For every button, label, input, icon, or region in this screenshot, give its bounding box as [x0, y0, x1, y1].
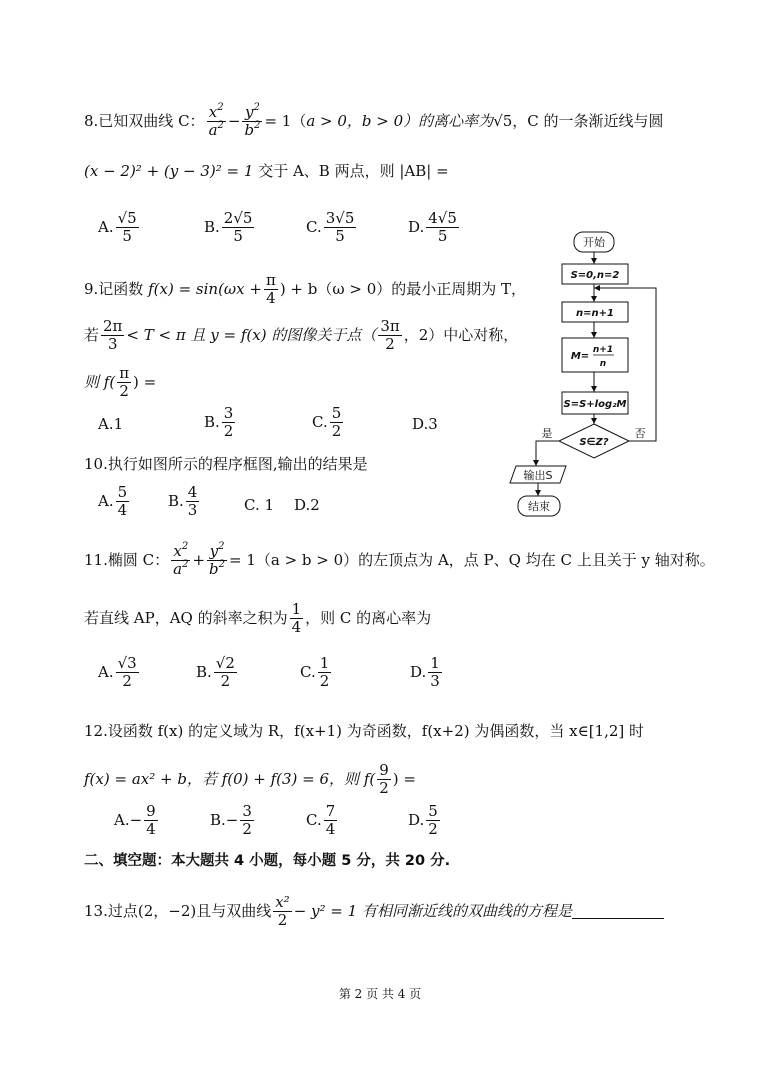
fc-decision-label: S∈Z?: [579, 437, 609, 448]
q9-line3: 则 f( $\frac{\pi}{2}$ ) =: [84, 364, 157, 401]
q8-line2: [84, 164, 449, 179]
q9-lead: 9.记函数: [84, 279, 144, 298]
q8-option-d: D. $\frac{4√5}{5}$: [408, 209, 457, 246]
q8-lead: 8.已知双曲线 C：: [84, 111, 205, 130]
q9-line1-tail: ) + b（ω > 0）的最小正周期为 T，: [279, 279, 527, 298]
q13-answer-blank[interactable]: [572, 918, 664, 919]
flowchart: [500, 226, 670, 524]
q10-option-b: B. $\frac{4}{3}$: [168, 483, 198, 520]
q9-option-d: D.3: [412, 415, 438, 433]
q9-option-c: C. $\frac{5}{2}$: [312, 404, 342, 441]
q8-option-a: A. $\frac{√5}{5}$: [98, 209, 137, 246]
q13-line: 13.过点(2，−2)且与双曲线 $\frac{\text{x²}}{2}$ − y² = 1 有相同渐近线的双曲线的方程是: [84, 894, 664, 930]
fc-step3-label: S=S+log₂M: [563, 399, 627, 410]
q12-line1: 12.设函数 f(x) 的定义域为 R，f(x+1) 为奇函数，f(x+2) 为偶函数，当 x∈[1,2] 时: [84, 722, 645, 740]
fc-end-label: 结束: [528, 500, 550, 513]
q8-option-b: B. $\frac{2√5}{5}$: [204, 209, 253, 246]
fc-step1-label: n=n+1: [576, 308, 614, 319]
fc-step2-num: n+1: [592, 345, 614, 355]
q9-option-a: A.1: [98, 415, 124, 433]
q11-option-d: D. $\frac{1}{3}$: [410, 654, 440, 691]
q8-option-c: C. $\frac{3√5}{5}$: [306, 209, 355, 246]
q9-func: f(x) = sin(ωx +: [148, 279, 262, 298]
fc-no-label: 否: [634, 427, 646, 440]
q10-text: 10.执行如图所示的程序框图,输出的结果是: [84, 455, 368, 473]
q12-line2: f(x) = ax² + b，若 f(0) + f(3) = 6，则 f( $\frac{9}{2}$ ) =: [84, 761, 416, 798]
q8-ecc: √5: [493, 111, 513, 130]
q8-line2-rest: 交于 A、B 两点，则 |AB| =: [258, 162, 449, 180]
fc-step2-den: n: [599, 359, 607, 369]
q8-tail: ，C 的一条渐近线与圆: [512, 111, 664, 130]
q9-line2: 若 $\frac{2\pi}{3}$ < T < π 且 y = f(x) 的图像关于点（ $\frac{3\pi}{2}$ ，2）中心对称，: [84, 317, 519, 354]
q8-frac-x: $\frac{x^2}{a^2}$: [208, 102, 224, 140]
fc-yes-label: 是: [541, 427, 553, 440]
page-footer: 第 2 页 共 4 页: [338, 987, 422, 1001]
q12-option-c: C. $\frac{7}{4}$: [306, 802, 336, 839]
q8-line1: 8.已知双曲线 C： $\frac{x^2}{a^2}$ − $\frac{y^2}{b^2}$ = 1（a > 0，b > 0）的离心率为√5，C 的一条渐近线与圆: [84, 102, 664, 140]
q10-option-a: A. $\frac{5}{4}$: [98, 483, 128, 520]
q8-circle: (x − 2)² + (y − 3)² = 1: [84, 162, 254, 180]
fc-init-label: S=0,n=2: [570, 270, 620, 281]
q11-option-c: C. $\frac{1}{2}$: [300, 654, 330, 691]
fc-output-label: 输出S: [523, 469, 553, 482]
q12-option-d: D. $\frac{5}{2}$: [408, 802, 438, 839]
fc-step2-lhs: M=: [570, 351, 590, 362]
q11-rhs: = 1（a > b > 0）的左顶点为 A，点 P、Q 均在 C 上且关于 y 轴对称。: [229, 550, 715, 569]
fc-start-label: 开始: [583, 236, 605, 249]
q9-line1: 9.记函数 f(x) = sin(ωx + $\frac{\pi}{4}$ ) + b（ω > 0）的最小正周期为 T，: [84, 271, 527, 308]
q11-option-a: A. $\frac{√3}{2}$: [98, 654, 137, 691]
q11-line1: 11.椭圆 C： $\frac{x^2}{a^2}$ + $\frac{y^2}{b^2}$ = 1（a > b > 0）的左顶点为 A，点 P、Q 均在 C 上且关于 y 轴对称。: [84, 541, 715, 579]
q8-frac-y: $\frac{y^2}{b^2}$: [244, 102, 261, 140]
q10-option-c: C. 1: [244, 496, 275, 514]
q9-option-b: B. $\frac{3}{2}$: [204, 404, 234, 441]
section-heading: 二、填空题：本大题共 4 小题，每小题 5 分，共 20 分.: [84, 853, 451, 869]
q10-option-d: D.2: [294, 496, 320, 514]
q8-eq-rhs: = 1（: [264, 111, 307, 130]
q12-option-b: B.− $\frac{3}{2}$: [210, 802, 252, 839]
q11-option-b: B. $\frac{√2}{2}$: [196, 654, 235, 691]
q8-cond: a > 0，b > 0）的离心率为: [306, 111, 494, 130]
q12-option-a: A.− $\frac{9}{4}$: [114, 802, 156, 839]
q11-line2: 若直线 AP，AQ 的斜率之积为 $\frac{1}{4}$ ，则 C 的离心率为: [84, 600, 432, 637]
